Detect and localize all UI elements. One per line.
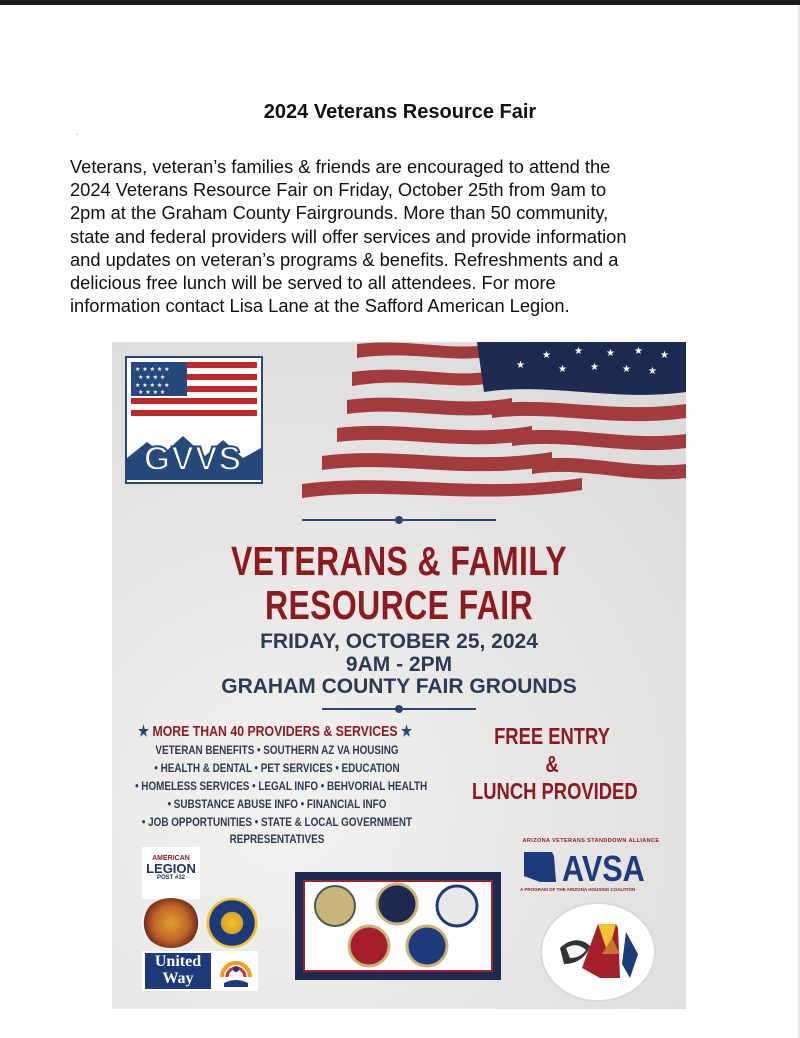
avsa-logo <box>516 838 666 896</box>
event-date: FRIDAY, OCTOBER 25, 2024 <box>260 630 538 653</box>
page-title: 2024 Veterans Resource Fair <box>263 101 537 123</box>
paragraph-line: state and federal providers will offer services and provide information <box>70 225 627 247</box>
army-seal-icon <box>315 886 355 926</box>
marker-dot: . <box>76 128 79 137</box>
headline-line-1: VETERANS & FAMILY <box>231 538 567 584</box>
divider-ornament <box>395 705 403 713</box>
gvvs-logo <box>125 356 263 484</box>
paragraph-line: 2024 Veterans Resource Fair on Friday, October 25th from 9am to <box>70 179 607 201</box>
legion-line-3: POST #32 <box>156 875 185 881</box>
services-line: VETERAN BENEFITS • SOUTHERN AZ VA HOUSING <box>155 745 399 757</box>
avsa-bottom-text: A PROGRAM OF THE ARIZONA HOUSING COALITION <box>520 887 636 892</box>
event-flyer <box>112 342 686 1009</box>
coast-guard-seal-icon <box>437 886 477 926</box>
svg-text:★: ★ <box>590 362 599 373</box>
event-location: GRAHAM COUNTY FAIR GROUNDS <box>221 675 577 698</box>
services-line: • JOB OPPORTUNITIES • STATE & LOCAL GOVERNMENT <box>141 817 413 829</box>
paragraph-line: information contact Lisa Lane at the Safford American Legion. <box>70 295 570 317</box>
services-line: • HEALTH & DENTAL • PET SERVICES • EDUCATION <box>154 763 400 775</box>
lions-club-logo <box>206 898 258 948</box>
providers-heading-text: MORE THAN 40 PROVIDERS & SERVICES <box>152 723 398 740</box>
svg-text:★: ★ <box>606 348 615 359</box>
marine-corps-seal-icon <box>349 926 389 966</box>
services-line: REPRESENTATIVES <box>229 834 325 846</box>
services-line: • HOMELESS SERVICES • LEGAL INFO • BEHVORIAL HEALTH <box>135 781 428 793</box>
united-way-wordmark <box>145 953 211 989</box>
united-way-line-2: Way <box>162 970 194 987</box>
eagle-arizona-icon <box>542 904 654 1000</box>
svg-text:★ ★ ★ ★: ★ ★ ★ ★ <box>138 389 166 396</box>
svg-text:★: ★ <box>542 350 551 361</box>
star-icon: ★ <box>138 723 150 740</box>
svg-text:★: ★ <box>516 360 525 371</box>
legion-line-1: AMERICAN <box>152 855 190 862</box>
military-seals <box>305 882 491 970</box>
free-entry: FREE ENTRY <box>494 723 610 749</box>
svg-text:★: ★ <box>622 364 631 375</box>
top-bar <box>0 0 800 5</box>
svg-text:★: ★ <box>634 346 643 357</box>
legion-line-2: LEGION <box>146 861 196 876</box>
paragraph-line: Veterans, veteran’s families & friends are encouraged to attend the <box>70 156 611 177</box>
arizona-state-icon <box>522 850 562 884</box>
county-seal-logo <box>142 898 200 948</box>
avsa-top-text: ARIZONA VETERANS STANDDOWN ALLIANCE <box>522 838 660 844</box>
svg-text:★: ★ <box>648 366 657 377</box>
divider-ornament <box>395 516 403 524</box>
intro-paragraph <box>70 155 730 317</box>
providers-heading <box>138 722 413 740</box>
paragraph-line: 2pm at the Graham County Fairgrounds. More than 50 community, <box>70 202 609 224</box>
navy-seal-icon <box>377 884 417 924</box>
ampersand: & <box>545 751 559 777</box>
star-icon: ★ <box>401 723 413 740</box>
svg-text:★ ★ ★ ★: ★ ★ ★ ★ <box>138 374 166 381</box>
svg-text:★ ★ ★ ★ ★: ★ ★ ★ ★ ★ <box>135 366 170 373</box>
svg-text:★: ★ <box>660 350 669 361</box>
svg-text:★: ★ <box>558 364 567 375</box>
headline-line-2: RESOURCE FAIR <box>264 582 534 628</box>
military-branches-banner <box>295 872 501 980</box>
united-way-line-1: United <box>154 953 202 970</box>
svg-text:★: ★ <box>574 346 583 357</box>
event-time: 9AM - 2PM <box>345 653 453 676</box>
arizona-veterans-seal <box>540 902 656 1002</box>
paragraph-line: delicious free lunch will be served to all attendees. For more <box>70 272 556 294</box>
paragraph-line: and updates on veteran’s programs & benefits. Refreshments and a <box>70 248 619 270</box>
air-force-seal-icon <box>407 926 447 966</box>
avsa-wordmark: AVSA <box>562 848 645 889</box>
american-legion-logo <box>142 847 200 899</box>
flag-icon <box>127 358 261 428</box>
gvvs-logo-text: GVVS <box>143 440 243 478</box>
hand-rainbow-icon <box>218 953 254 989</box>
svg-text:★ ★ ★ ★ ★: ★ ★ ★ ★ ★ <box>135 382 170 389</box>
united-way-logo <box>142 951 258 991</box>
lunch-provided: LUNCH PROVIDED <box>472 778 638 804</box>
services-line: • SUBSTANCE ABUSE INFO • FINANCIAL INFO <box>167 799 387 811</box>
